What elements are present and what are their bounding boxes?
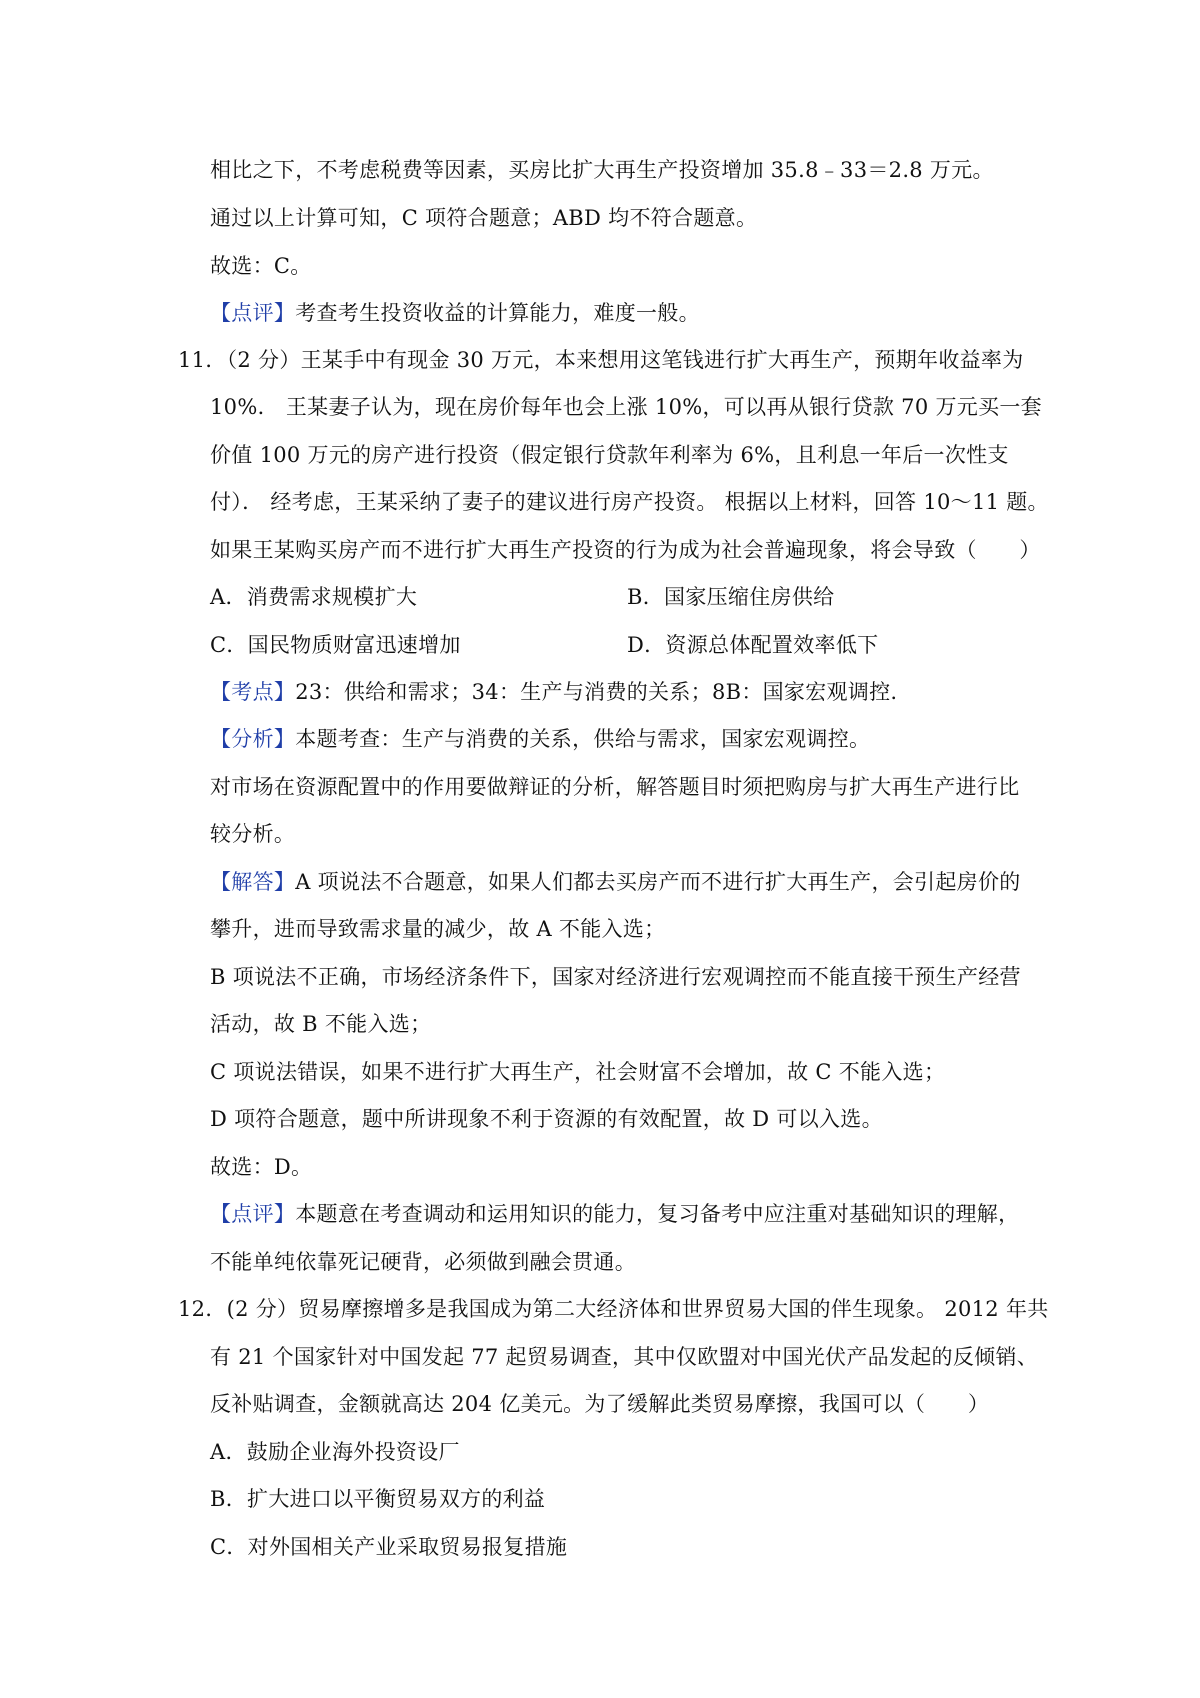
q11-option-d: D．资源总体配置效率低下: [627, 633, 879, 657]
q12-stem-line-3: 反补贴调查，金额就高达 204 亿美元。为了缓解此类贸易摩擦，我国可以（ ）: [210, 1392, 990, 1416]
q11-option-row-2: [210, 630, 461, 660]
q11-fenxi-line-2: 对市场在资源配置中的作用要做辩证的分析，解答题目时须把购房与扩大再生产进行比: [210, 775, 1020, 799]
q11-fenxi-line-3: 较分析。: [210, 822, 296, 846]
q11-option-a: A．消费需求规模扩大: [210, 585, 418, 609]
fenxi-tag: 【分析】: [210, 727, 296, 751]
q11-jieda-line-6: D 项符合题意，题中所讲现象不利于资源的有效配置，故 D 可以入选。: [210, 1107, 883, 1131]
q11-jieda-line-4: 活动，故 B 不能入选；: [210, 1012, 432, 1036]
q11-fenxi: [210, 724, 870, 754]
q11-review-line-2: 不能单纯依靠死记硬背，必须做到融会贯通。: [210, 1250, 636, 1274]
q11-stem-line-1: 11．（2 分）王某手中有现金 30 万元，本来想用这笔钱进行扩大再生产，预期年收益率为: [178, 348, 1024, 372]
q11-option-b: B．国家压缩住房供给: [627, 585, 835, 609]
q11-jieda-line-5: C 项说法错误，如果不进行扩大再生产，社会财富不会增加，故 C 不能入选；: [210, 1060, 946, 1084]
review-text: 本题意在考查调动和运用知识的能力，复习备考中应注重对基础知识的理解，: [295, 1202, 1020, 1226]
kaodian-tag: 【考点】: [210, 680, 296, 704]
review-text: 考查考生投资收益的计算能力，难度一般。: [295, 301, 700, 325]
q11-option-c: C．国民物质财富迅速增加: [210, 633, 461, 657]
q11-jieda-line-3: B 项说法不正确，市场经济条件下，国家对经济进行宏观调控而不能直接干预生产经营: [210, 965, 1021, 989]
jieda-text: A 项说法不合题意，如果人们都去买房产而不进行扩大再生产，会引起房价的: [295, 870, 1021, 894]
q11-answer: 故选：D。: [210, 1155, 313, 1179]
q11-stem-line-5: 如果王某购买房产而不进行扩大再生产投资的行为成为社会普遍现象，将会导致（ ）: [210, 538, 1041, 562]
q11-option-row-1: [210, 582, 417, 612]
q12-option-b: B．扩大进口以平衡贸易双方的利益: [210, 1487, 546, 1511]
q11-stem-line-4: 付）． 经考虑，王某采纳了妻子的建议进行房产投资。 根据以上材料，回答 10～11 题。: [210, 490, 1049, 514]
q12-option-c: C．对外国相关产业采取贸易报复措施: [210, 1535, 568, 1559]
q11-kaodian: [210, 677, 897, 707]
prev-calc-line: 相比之下，不考虑税费等因素，买房比扩大再生产投资增加 35.8﹣33＝2.8 万元。: [210, 158, 994, 182]
review-tag: 【点评】: [210, 301, 296, 325]
q11-stem-line-2: 10%． 王某妻子认为，现在房价每年也会上涨 10%，可以再从银行贷款 70 万元买一套: [210, 395, 1042, 419]
q11-stem-line-3: 价值 100 万元的房产进行投资（假定银行贷款年利率为 6%，且利息一年后一次性支: [210, 443, 1009, 467]
prev-conclusion-line: 通过以上计算可知，C 项符合题意；ABD 均不符合题意。: [210, 206, 758, 230]
kaodian-text: 23：供给和需求；34：生产与消费的关系；8B：国家宏观调控.: [295, 680, 898, 704]
q12-option-a: A．鼓励企业海外投资设厂: [210, 1440, 460, 1464]
jieda-tag: 【解答】: [210, 870, 296, 894]
q11-jieda-line-2: 攀升，进而导致需求量的减少，故 A 不能入选；: [210, 917, 666, 941]
q11-review: [210, 1199, 1019, 1229]
q11-jieda: [210, 867, 1021, 897]
q12-stem-line-1: 12．(2 分）贸易摩擦增多是我国成为第二大经济体和世界贸易大国的伴生现象。 2012 年共: [178, 1297, 1049, 1321]
q12-stem-line-2: 有 21 个国家针对中国发起 77 起贸易调查，其中仅欧盟对中国光伏产品发起的反倾销、: [210, 1345, 1039, 1369]
review-tag: 【点评】: [210, 1202, 296, 1226]
prev-answer: 故选：C。: [210, 254, 312, 278]
fenxi-text: 本题考查：生产与消费的关系，供给与需求，国家宏观调控。: [295, 727, 871, 751]
prev-review: [210, 298, 700, 328]
